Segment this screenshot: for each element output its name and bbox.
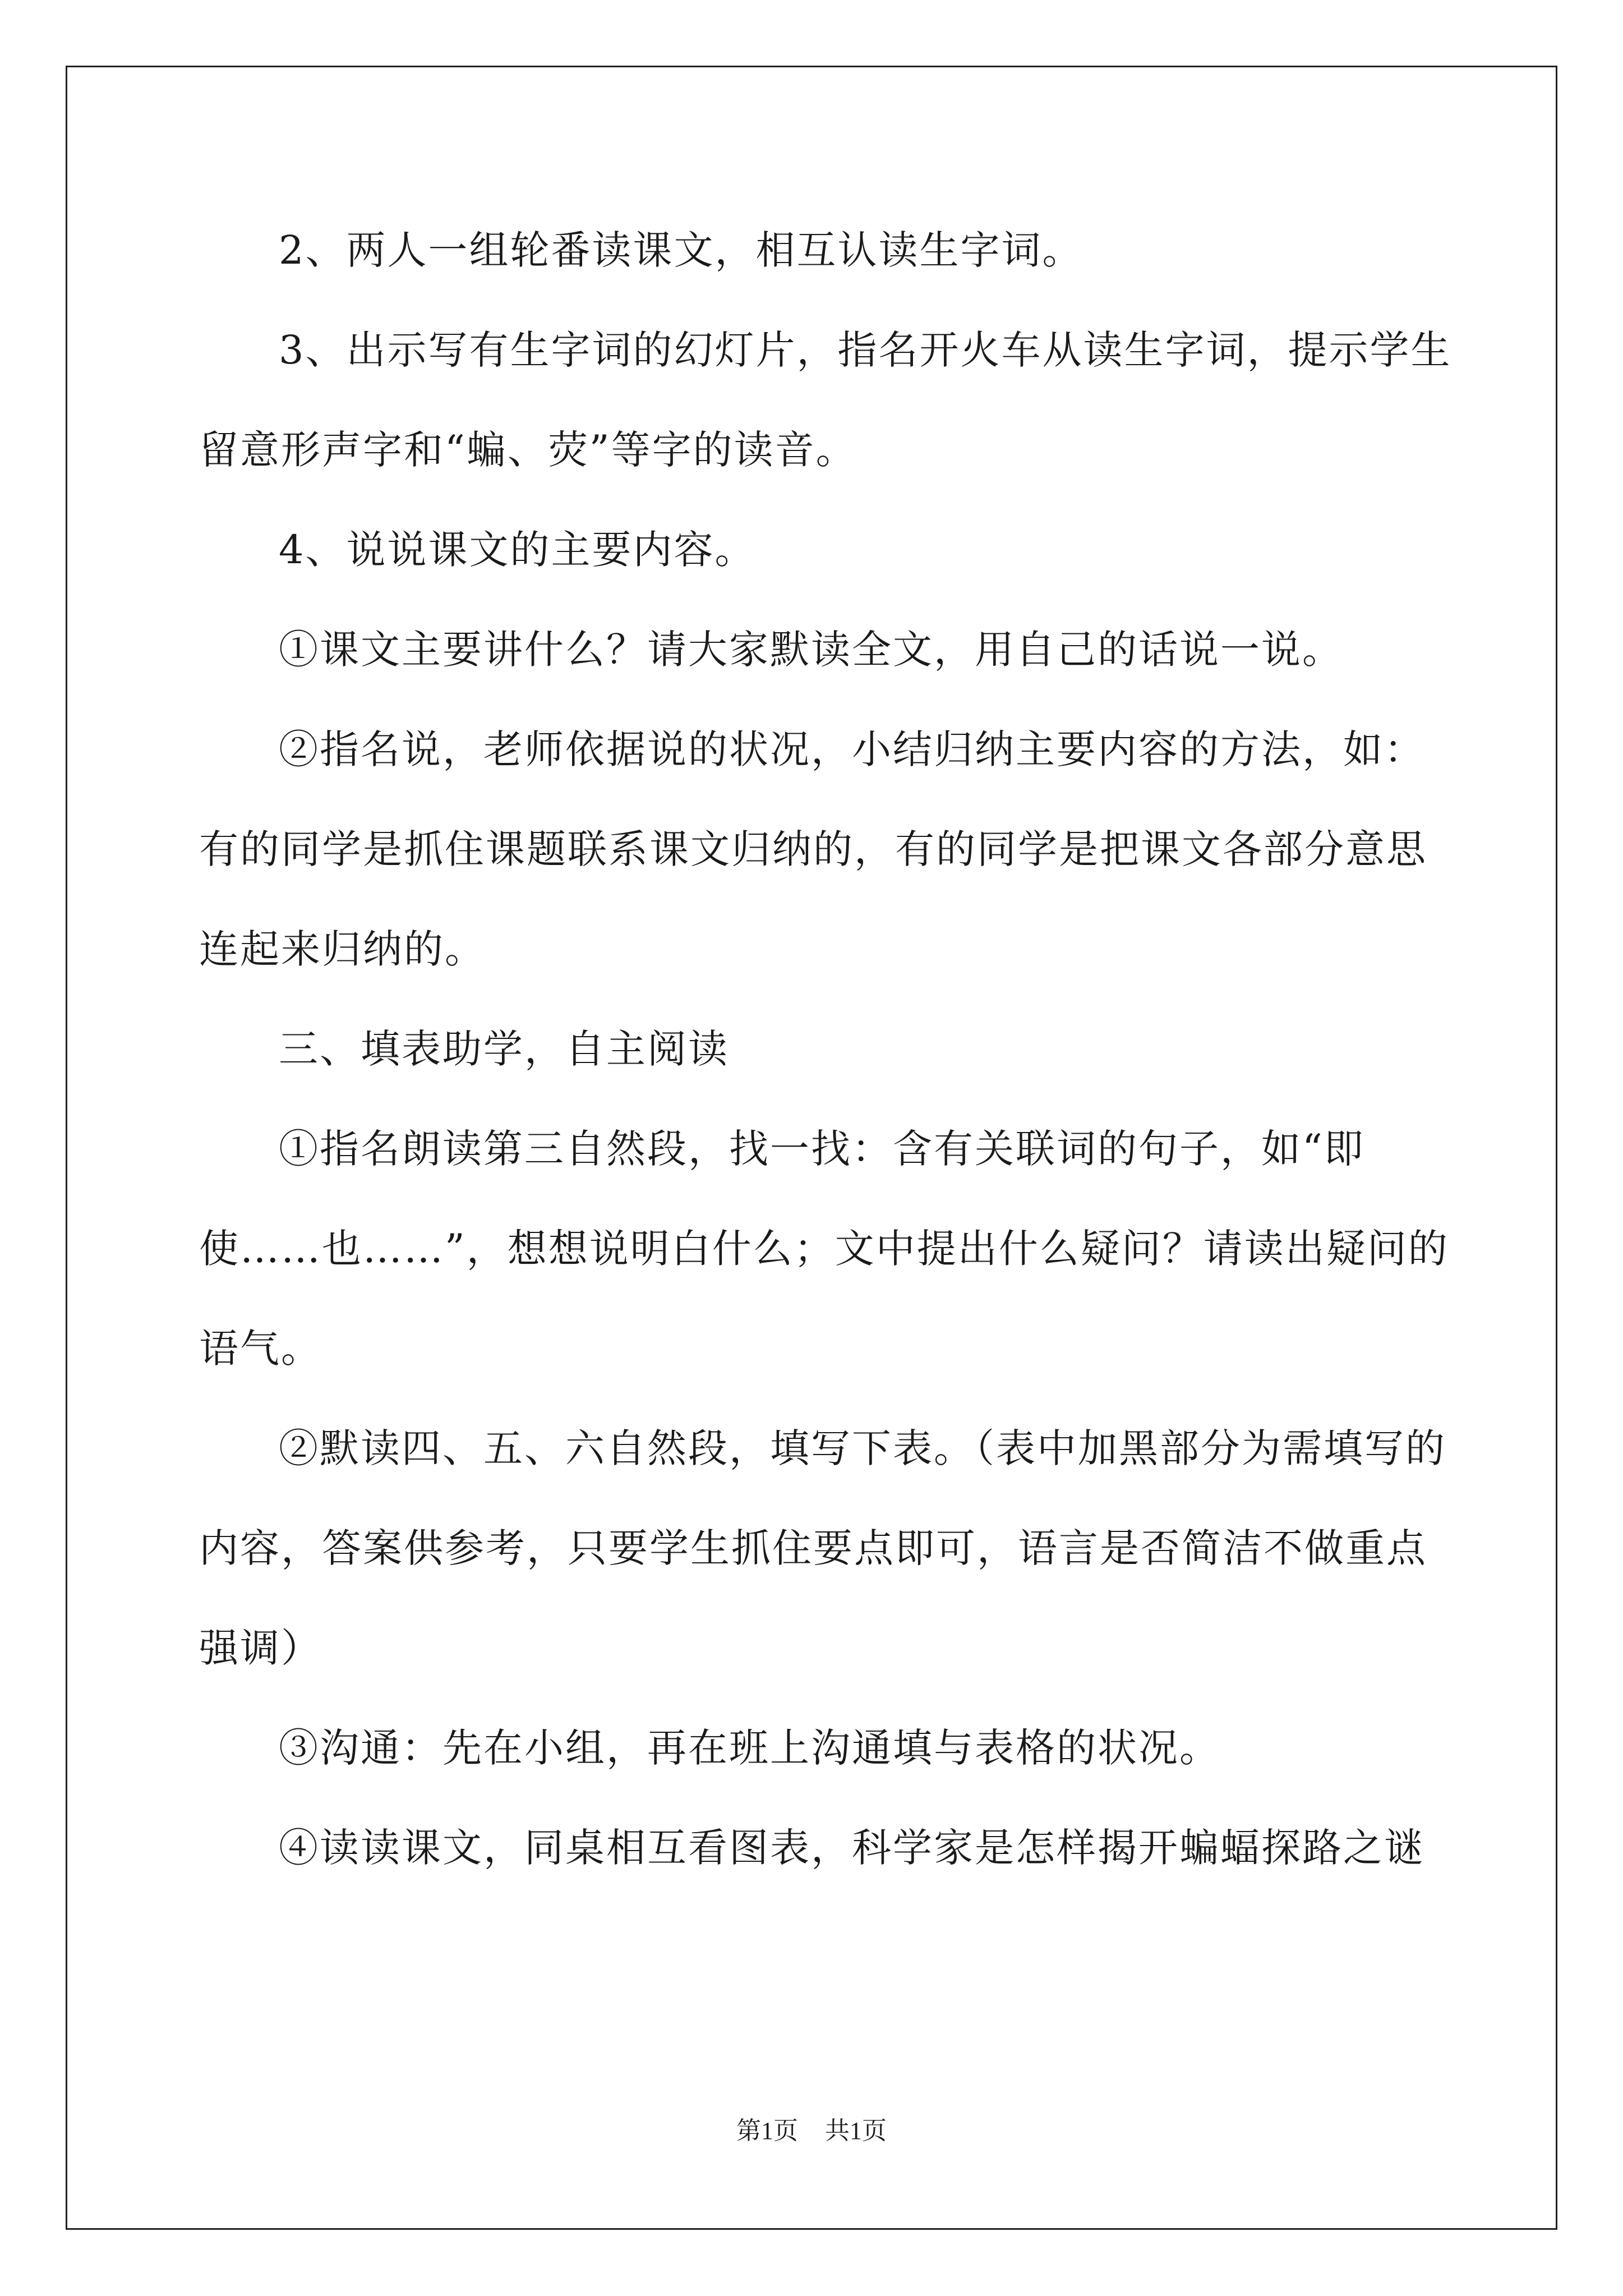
section-heading: 三、填表助学，自主阅读 (279, 1026, 729, 1072)
text-line: ②默读四、五、六自然段，填写下表。（表中加黑部分为需填写的 (279, 1425, 1446, 1471)
text-line: 4、说说课文的主要内容。 (279, 527, 756, 573)
text-line: 留意形声字和“蝙、荧”等字的读音。 (199, 427, 857, 473)
text-line: 语气。 (199, 1326, 322, 1372)
text-line: ②指名说，老师依据说的状况，小结归纳主要内容的方法，如： (279, 726, 1425, 772)
text-line: 强调） (199, 1625, 322, 1671)
text-line: ④读读课文，同桌相互看图表，科学家是怎样揭开蝙蝠探路之谜 (279, 1825, 1425, 1871)
page-total: 共1页 (825, 2117, 887, 2145)
text-line: ①课文主要讲什么？请大家默读全文，用自己的话说一说。 (279, 627, 1343, 673)
text-line: 2、两人一组轮番读课文，相互认读生字词。 (279, 227, 1083, 273)
text-line: 有的同学是抓住课题联系课文归纳的，有的同学是把课文各部分意思 (199, 826, 1427, 872)
text-line: 连起来归纳的。 (199, 926, 486, 972)
page-footer (0, 2110, 1623, 2146)
text-line: 3、出示写有生字词的幻灯片，指名开火车从读生字词，提示学生 (279, 327, 1452, 373)
text-line: 使……也……”，想想说明白什么；文中提出什么疑问？请读出疑问的 (199, 1226, 1449, 1272)
document-body (199, 200, 1452, 1898)
text-line: ①指名朗读第三自然段，找一找：含有关联词的句子，如“即 (279, 1126, 1365, 1172)
text-line: 内容，答案供参考，只要学生抓住要点即可，语言是否简洁不做重点 (199, 1525, 1427, 1571)
page-number: 第1页 (736, 2117, 798, 2145)
text-line: ③沟通：先在小组，再在班上沟通填与表格的状况。 (279, 1725, 1220, 1771)
